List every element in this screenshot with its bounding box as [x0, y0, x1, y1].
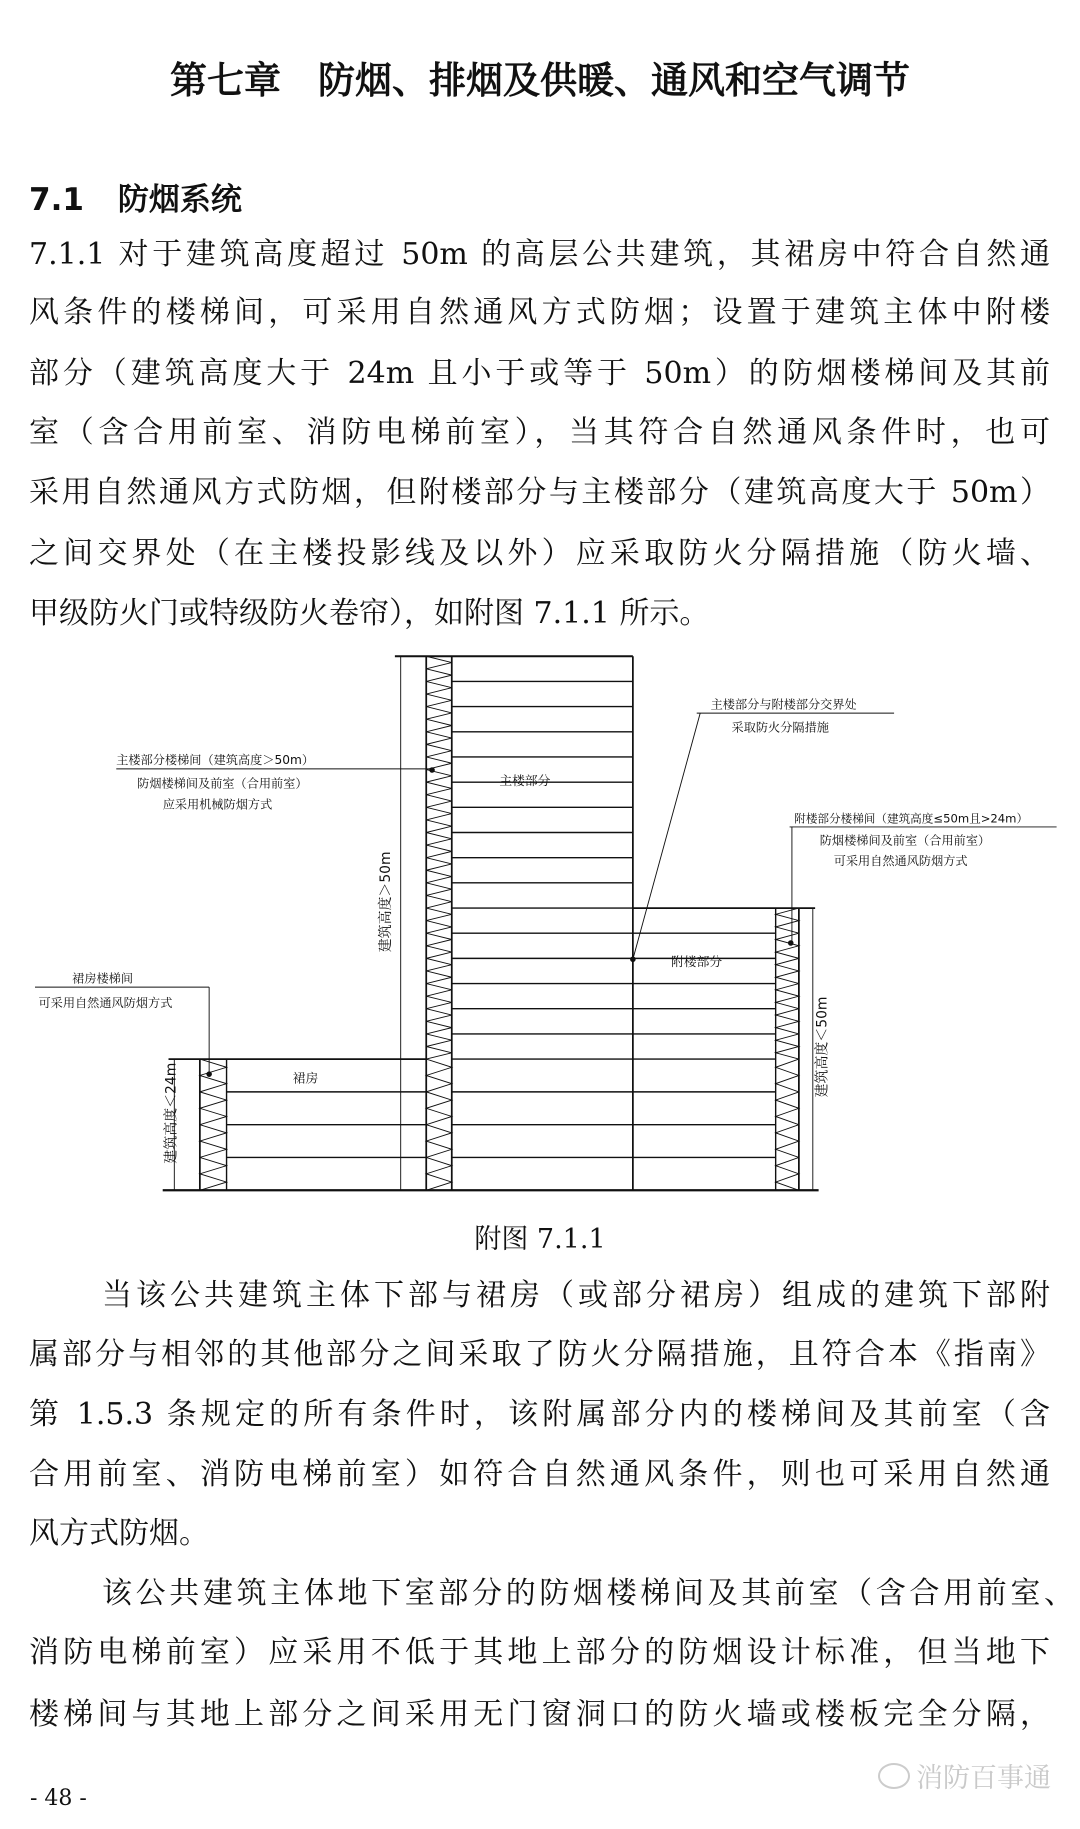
- callout-annex-stair-2: 防烟楼梯间及前室（合用前室）: [819, 833, 991, 848]
- leader-dot: [789, 941, 793, 945]
- section-heading: [29, 178, 242, 222]
- leader-dot: [430, 768, 434, 772]
- dim-main-label: 建筑高度＞50m: [378, 851, 395, 953]
- figure-caption: 附图 7.1.1: [474, 1224, 606, 1255]
- label-main: 主楼部分: [499, 774, 551, 790]
- paragraph-line: 当该公共建筑主体下部与裙房（或部分裙房）组成的建筑下部附: [102, 1278, 1050, 1313]
- watermark: [878, 1756, 1051, 1795]
- paragraph-line: 部分（建筑高度大于 24m 且小于或等于 50m）的防烟楼梯间及其前: [29, 356, 1050, 391]
- label-podium: 裙房: [292, 1071, 319, 1087]
- callout-annex-stair-3: 可采用自然通风防烟方式: [833, 854, 968, 869]
- callout-main-stair-1: 主楼部分楼梯间（建筑高度＞50m）: [116, 753, 315, 768]
- paragraph-line: 合用前室、消防电梯前室）如符合自然通风条件，则也可采用自然通: [29, 1457, 1050, 1492]
- paragraph-line: 室（含合用前室、消防电梯前室），当其符合自然通风条件时，也可: [29, 415, 1050, 450]
- label-annex: 附楼部分: [671, 955, 723, 971]
- paragraph-line: 采用自然通风方式防烟，但附楼部分与主楼部分（建筑高度大于 50m）: [29, 475, 1050, 510]
- callout-annex-stair-1: 附楼部分楼梯间（建筑高度≤50m且>24m）: [794, 811, 1029, 826]
- callout-boundary-2: 采取防火分隔措施: [731, 720, 829, 735]
- paragraph-line: 楼梯间与其地上部分之间采用无门窗洞口的防火墙或楼板完全分隔，: [29, 1697, 1050, 1732]
- paragraph-line: 之间交界处（在主楼投影线及以外）应采取防火分隔措施（防火墙、: [29, 536, 1050, 571]
- main-stair-zigzag: [426, 656, 452, 1190]
- chapter-title: 第七章 防烟、排烟及供暖、通风和空气调节: [170, 59, 910, 102]
- paragraph-line: 该公共建筑主体地下室部分的防烟楼梯间及其前室（含合用前室、: [102, 1576, 1074, 1611]
- paragraph-line: 7.1.1 对于建筑高度超过 50m 的高层公共建筑，其裙房中符合自然通: [29, 237, 1050, 272]
- paragraph-line: 消防电梯前室）应采用不低于其地上部分的防烟设计标准，但当地下: [29, 1635, 1050, 1670]
- section-title: 防烟系统: [117, 182, 242, 218]
- callout-boundary-1: 主楼部分与附楼部分交界处: [710, 697, 857, 712]
- watermark-text: 消防百事通: [916, 1763, 1051, 1794]
- figure-diagram: [0, 640, 1080, 1210]
- annex-stair-zigzag: [776, 908, 799, 1190]
- page-number: - 48 -: [30, 1786, 87, 1811]
- wechat-icon: [878, 1763, 910, 1789]
- paragraph-line: 甲级防火门或特级防火卷帘），如附图 7.1.1 所示。: [29, 596, 710, 631]
- paragraph-line: 风条件的楼梯间，可采用自然通风方式防烟；设置于建筑主体中附楼: [29, 295, 1050, 330]
- paragraph-line: 属部分与相邻的其他部分之间采取了防火分隔措施，且符合本《指南》: [29, 1337, 1050, 1372]
- callout-podium-stair-2: 可采用自然通风防烟方式: [38, 995, 173, 1010]
- podium-stair-zigzag: [200, 1059, 227, 1190]
- leader-dot: [631, 957, 635, 961]
- paragraph-line: 风方式防烟。: [29, 1516, 209, 1551]
- callout-main-stair-2: 防烟楼梯间及前室（合用前室）: [137, 776, 308, 791]
- paragraph-line: 第 1.5.3 条规定的所有条件时，该附属部分内的楼梯间及其前室（含: [29, 1397, 1050, 1432]
- callout-podium-stair-1: 裙房楼梯间: [72, 971, 134, 986]
- callout-main-stair-3: 应采用机械防烟方式: [162, 797, 273, 812]
- callout-boundary-leader: [633, 713, 700, 959]
- dim-podium-label: 建筑高度＜24m: [163, 1062, 180, 1164]
- dim-annex-label: 建筑高度＜50m: [814, 996, 831, 1098]
- leader-dot: [207, 1072, 211, 1076]
- section-number: 7.1: [29, 182, 84, 218]
